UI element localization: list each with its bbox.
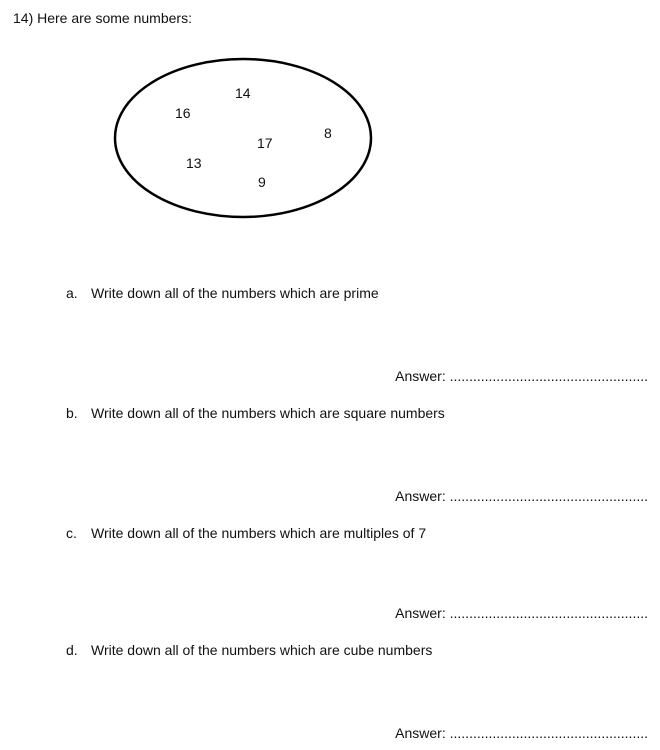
answer-label: Answer: [395,725,446,741]
part-c-question: Write down all of the numbers which are multiples of 7 [91,525,427,541]
number-ellipse [112,56,374,220]
answer-line[interactable]: ................................................... [449,368,648,384]
part-a-question: Write down all of the numbers which are prime [91,285,379,301]
part-d-answer[interactable] [395,725,648,741]
number-13: 13 [186,155,202,171]
part-d-question: Write down all of the numbers which are cube numbers [91,642,433,658]
number-17: 17 [257,135,273,151]
ellipse-outline [115,59,371,217]
part-b-letter: b. [66,405,78,421]
part-b-answer[interactable] [395,488,648,504]
part-b-question: Write down all of the numbers which are square numbers [91,405,445,421]
answer-label: Answer: [395,488,446,504]
part-c-answer[interactable] [395,605,648,621]
answer-label: Answer: [395,605,446,621]
answer-line[interactable]: ................................................... [449,488,648,504]
answer-line[interactable]: ................................................... [449,605,648,621]
answer-label: Answer: [395,368,446,384]
part-a-letter: a. [66,285,78,301]
number-9: 9 [258,174,266,190]
part-a-answer[interactable] [395,368,648,384]
number-14: 14 [235,85,251,101]
number-16: 16 [175,105,191,121]
part-d-letter: d. [66,642,78,658]
question-title: 14) Here are some numbers: [13,10,192,26]
answer-line[interactable]: ................................................... [449,725,648,741]
part-c-letter: c. [66,525,77,541]
number-8: 8 [324,125,332,141]
